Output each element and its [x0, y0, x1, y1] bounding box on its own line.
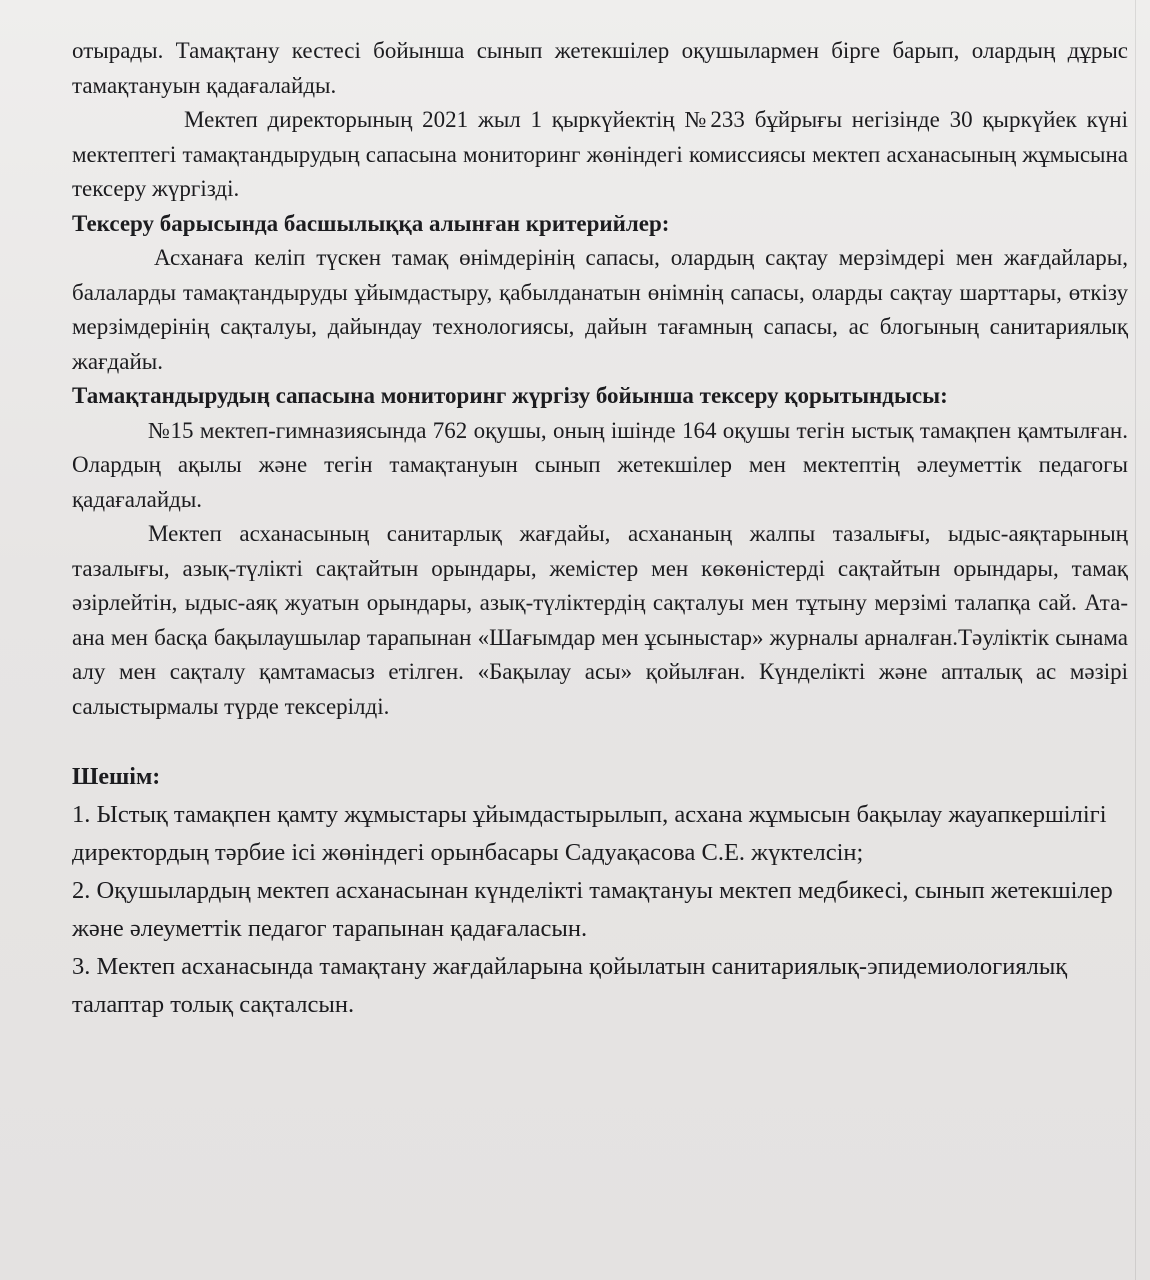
- paragraph-2: Мектеп директорының 2021 жыл 1 қыркүйектің №233 бұйрығы негізінде 30 қыркүйек күні мектептегі тамақтандырудың сапасына мониторинг жөніндегі комиссиясы мектеп асханасының жұмысына тексеру жүргізді.: [72, 107, 1128, 201]
- results-heading: Тамақтандырудың сапасына мониторинг жүргізу бойынша тексеру қорытындысы:: [72, 383, 948, 408]
- spacer: [72, 724, 1128, 758]
- criteria-heading: Тексеру барысында басшылыққа алынған критерийлер:: [72, 210, 670, 236]
- decision-item-1: 1. Ыстық тамақпен қамту жұмыстары ұйымдастырылып, асхана жұмысын бақылау жауапкершілігі директордың тәрбие ісі жөніндегі орынбасары Садуақасова С.Е. жүктелсін;: [72, 801, 1107, 866]
- paragraph-1: отырады. Тамақтану кестесі бойынша сынып жетекшілер оқушылармен бірге барып, олардың дұрыс тамақтануын қадағалайды.: [72, 38, 1128, 98]
- decision-heading: Шешім:: [72, 764, 161, 790]
- paragraph-3: Асханаға келіп түскен тамақ өнімдерінің сапасы, олардың сақтау мерзімдері мен жағдайлары, балаларды тамақтандыруды ұйымдастыру, қабылданатын өнімнің сапасы, оларды сақтау шарттары, өткізу мерзімдерінің сақталуы, дайындау технологиясы, дайын тағамның сапасы, ас блогының санитариялық жағдайы.: [72, 245, 1128, 374]
- paragraph-4: №15 мектеп-гимназиясында 762 оқушы, оның ішінде 164 оқушы тегін ыстық тамақпен қамтылған. Олардың ақылы және тегін тамақтануын сынып жетекшілер мен мектептің әлеуметтік педагогы қадағалайды.: [72, 417, 1128, 512]
- paragraph-5: Мектеп асханасының санитарлық жағдайы, асхананың жалпы тазалығы, ыдыс-аяқтарының тазалығы, азық-түлікті сақтайтын орындары, жемістер мен көкөністерді сақтайтын орындары, тамақ әзірлейтін, ыдыс-аяқ жуатын орындары, азық-түліктердің сақталуы мен тұтыну мерзімі талапқа сай. Ата-ана мен басқа бақылаушылар тарапынан «Шағымдар мен ұсыныстар» журналы арналған.Тәуліктік сынама алу мен сақталу қамтамасыз етілген. «Бақылау асы» қойылған. Күнделікті және апталық ас мәзірі салыстырмалы түрде тексерілді.: [72, 521, 1128, 719]
- decision-item-2: 2. Оқушылардың мектеп асханасынан күнделікті тамақтануы мектеп медбикесі, сынып жетекшілер және әлеуметтік педагог тарапынан қадағаласын.: [72, 877, 1113, 942]
- decision-section: [72, 758, 1128, 1024]
- decision-item-3: 3. Мектеп асханасында тамақтану жағдайларына қойылатын санитариялық-эпидемиологиялық талаптар толық сақталсын.: [72, 953, 1068, 1018]
